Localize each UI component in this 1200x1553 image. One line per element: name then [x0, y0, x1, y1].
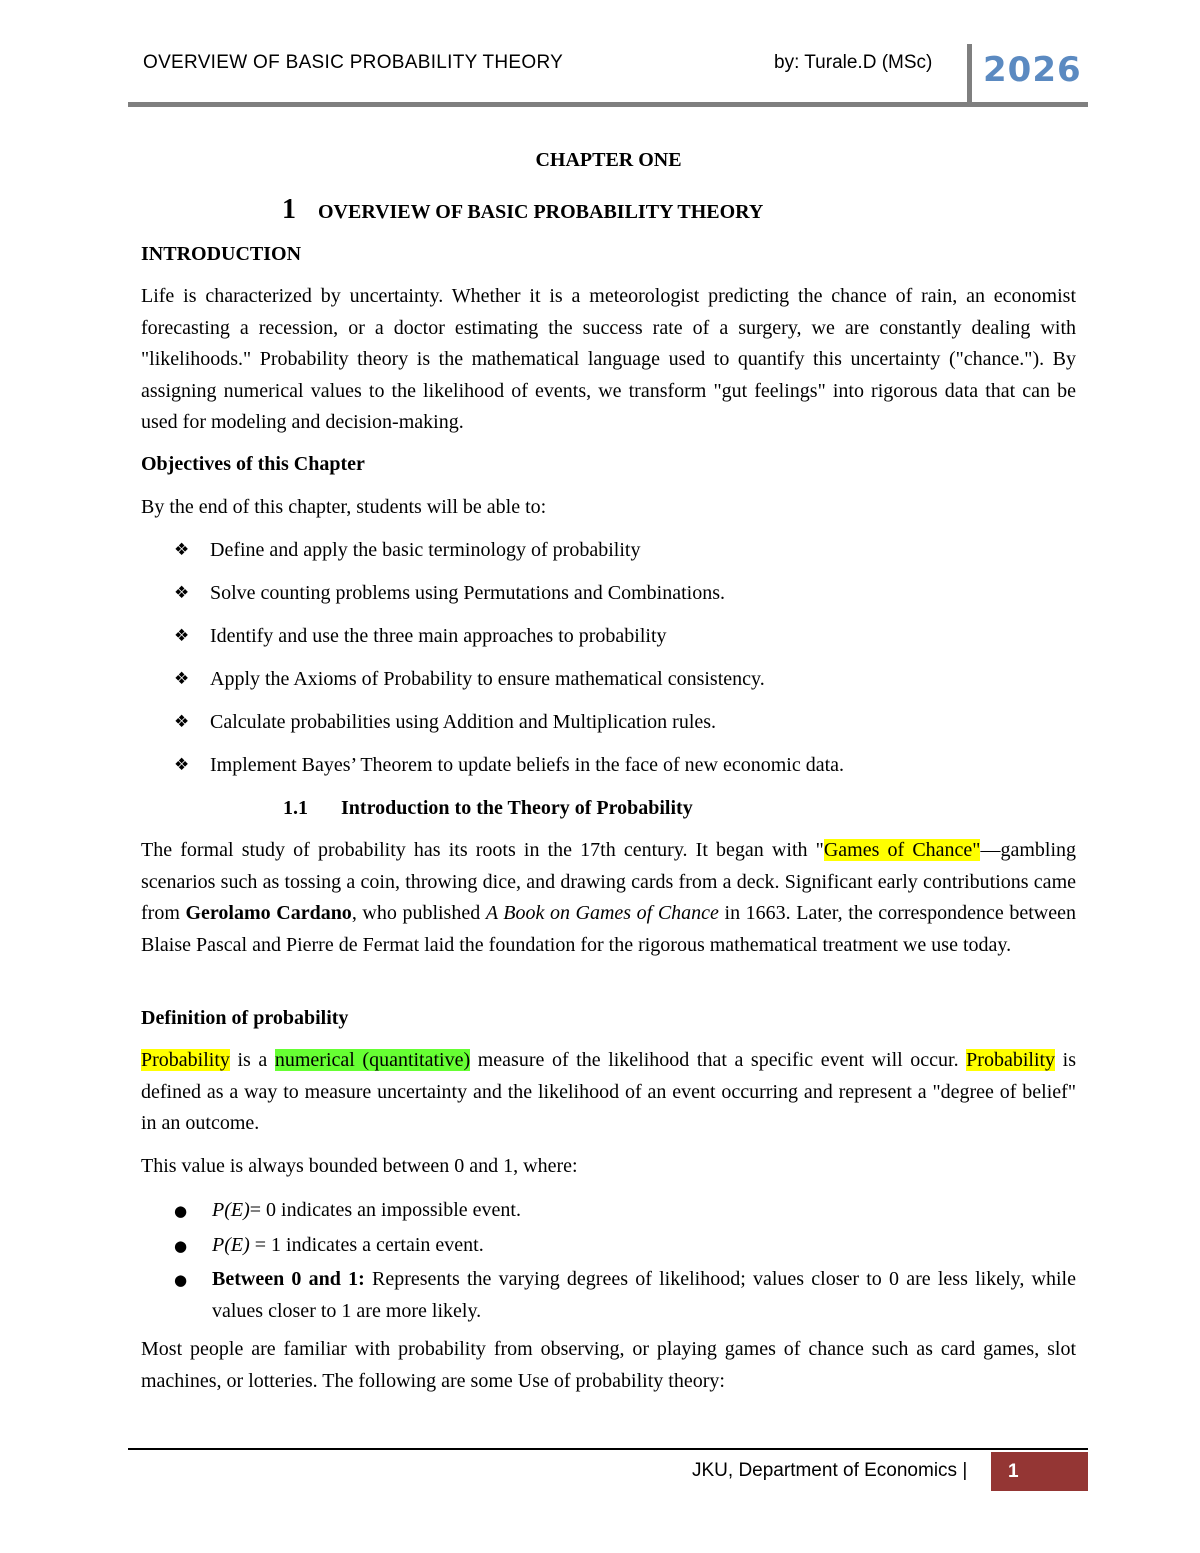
bullet-dot-icon: ● [174, 1202, 188, 1220]
list-item: ● Between 0 and 1: Represents the varying degrees of likelihood; values closer to 0 are less likely, while values closer to 1 are more likely. [174, 1264, 1076, 1327]
objectives-heading: Objectives of this Chapter [141, 453, 365, 475]
diamond-bullet-icon: ❖ [174, 669, 190, 689]
header-year: 2026 [983, 50, 1082, 90]
page-number: 1 [1008, 1461, 1019, 1482]
diamond-bullet-icon: ❖ [174, 540, 190, 560]
highlight-probability: Probability [141, 1049, 230, 1071]
objectives-lead: By the end of this chapter, students will be able to: [141, 496, 547, 518]
closing-paragraph: Most people are familiar with probability from observing, or playing games of chance such as card games, slot machines, or lotteries. The following are some Use of probability theory: [141, 1338, 1076, 1392]
intro-paragraph: Life is characterized by uncertainty. Whether it is a meteorologist predicting the chance of rain, an economist forecasting a recession, or a doctor estimating the success rate of a surgery, we are constantly dealing with "likelihoods." Probability theory is the mathematical language used to quantify this uncertainty ("chance."). By assigning numerical values to the likelihood of events, we transform "gut feelings" into rigorous data that can be used for modeling and decision-making. [141, 285, 1076, 433]
chapter-title [282, 194, 982, 229]
definition-heading: Definition of probability [141, 1007, 349, 1029]
diamond-bullet-icon: ❖ [174, 626, 190, 646]
probability-values-list [174, 1195, 1076, 1329]
section-title: Introduction to the Theory of Probability [341, 797, 693, 819]
section-heading [283, 793, 983, 825]
chapter-label: CHAPTER ONE [535, 149, 682, 171]
chapter-title-text: OVERVIEW OF BASIC PROBABILITY THEORY [318, 201, 764, 223]
diamond-bullet-icon: ❖ [174, 583, 190, 603]
list-item: ● P(E)= 0 indicates an impossible event. [174, 1195, 1076, 1228]
header-author: by: Turale.D (MSc) [774, 52, 933, 73]
chapter-number: 1 [282, 194, 296, 225]
bullet-dot-icon: ● [174, 1271, 188, 1289]
diamond-bullet-icon: ❖ [174, 712, 190, 732]
footer-rule [128, 1448, 1088, 1450]
bounded-text: This value is always bounded between 0 and 1, where: [141, 1155, 578, 1177]
list-item: ❖ Calculate probabilities using Addition and Multiplication rules. [174, 707, 844, 750]
highlight-games-of-chance: Games of Chance" [823, 839, 981, 861]
section-number: 1.1 [283, 797, 308, 819]
cardano-name: Gerolamo Cardano [185, 902, 352, 924]
objectives-list [174, 535, 844, 793]
section-paragraph: The formal study of probability has its roots in the 17th century. It began with "Games of Chance"—gambling scenarios such as tossing a coin, throwing dice, and drawing cards from a deck. Significant early contributions came from Gerolamo Cardano, who published A Book on Games of Chance in 1663. Later, the correspondence between Blaise Pascal and Pierre de Fermat laid the foundation for the rigorous mathematical treatment we use today. [141, 839, 1076, 956]
diamond-bullet-icon: ❖ [174, 755, 190, 775]
highlight-numerical: numerical (quantitative) [274, 1049, 471, 1071]
list-item: ❖ Apply the Axioms of Probability to ensure mathematical consistency. [174, 664, 844, 707]
page-number-box [991, 1452, 1088, 1491]
list-item: ❖ Identify and use the three main approaches to probability [174, 621, 844, 664]
list-item: ❖ Solve counting problems using Permutations and Combinations. [174, 578, 844, 621]
footer-text: JKU, Department of Economics | [692, 1460, 968, 1481]
header-divider [967, 44, 972, 102]
bullet-dot-icon: ● [174, 1236, 188, 1255]
list-item: ❖ Define and apply the basic terminology of probability [174, 535, 844, 578]
highlight-probability: Probability [966, 1049, 1056, 1071]
header-title: OVERVIEW OF BASIC PROBABILITY THEORY [143, 52, 564, 73]
book-title: A Book on Games of Chance [485, 902, 719, 924]
header-rule [128, 102, 1088, 107]
list-item: ● P(E) = 1 indicates a certain event. [174, 1230, 1076, 1263]
intro-heading: INTRODUCTION [141, 243, 302, 265]
definition-paragraph: Probability is a numerical (quantitative) measure of the likelihood that a specific event will occur. Probability is defined as a way to measure uncertainty and the likelihood of an event occurring and represent a "degree of belief" in an outcome. [141, 1049, 1076, 1134]
list-item: ❖ Implement Bayes’ Theorem to update beliefs in the face of new economic data. [174, 750, 844, 793]
